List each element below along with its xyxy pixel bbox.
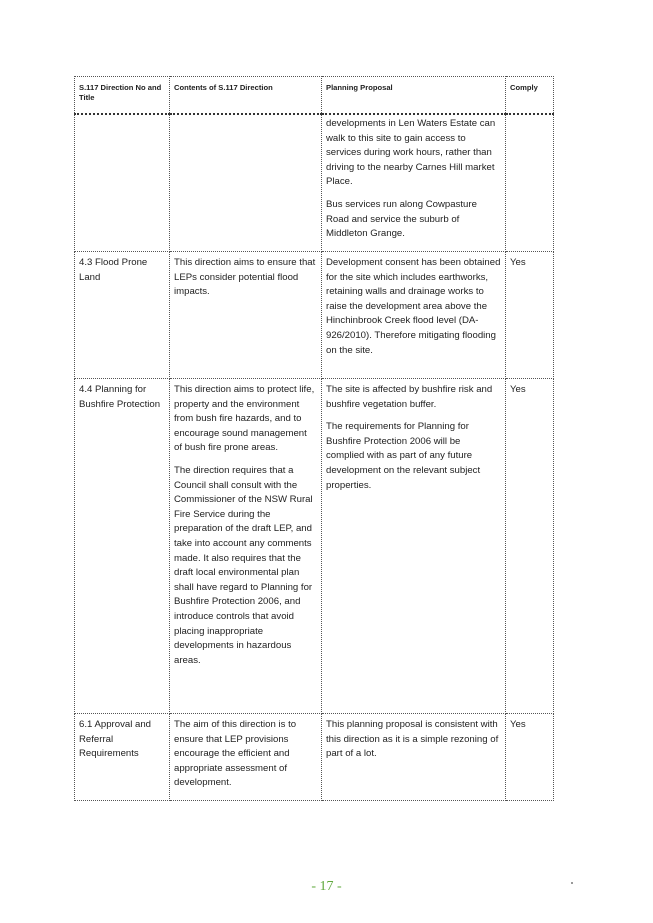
cell-comply: Yes xyxy=(506,252,554,379)
cell-comply xyxy=(506,114,554,252)
cell-comply: Yes xyxy=(506,714,554,801)
proposal-paragraph: developments in Len Waters Estate can walk to this site to gain access to services during work hours, rather than driving to the nearby Carnes Hill market Place. xyxy=(326,118,496,188)
table-row xyxy=(75,379,554,714)
cell-direction: 4.3 Flood Prone Land xyxy=(75,252,170,379)
table-header-row xyxy=(75,77,554,115)
header-direction: S.117 Direction No and Title xyxy=(75,77,170,115)
table-row xyxy=(75,114,554,252)
contents-paragraph: This direction aims to protect life, property and the environment from bush fire hazards, and to encourage sound management of bush fire prone areas. xyxy=(174,384,315,454)
cell-proposal xyxy=(322,114,506,252)
cell-contents xyxy=(170,714,322,801)
page-number: - 17 - xyxy=(311,879,342,894)
cell-proposal xyxy=(322,379,506,714)
contents-paragraph: The direction requires that a Council shall consult with the Commissioner of the NSW Rural Fire Service during the preparation of the draft LEP, and take into account any comments made. It also requires that the draft local environmental plan shall have regard to Planning for Bushfire Protection 2006, and introduce controls that avoid placing inappropriate developments in hazardous areas. xyxy=(174,464,313,666)
cell-direction: 4.4 Planning for Bushfire Protection xyxy=(75,379,170,714)
cell-contents xyxy=(170,379,322,714)
proposal-paragraph: The site is affected by bushfire risk and bushfire vegetation buffer. xyxy=(326,384,493,410)
cell-proposal xyxy=(322,714,506,801)
cell-contents xyxy=(170,252,322,379)
contents-paragraph: This direction aims to ensure that LEPs consider potential flood impacts. xyxy=(174,257,316,298)
proposal-paragraph: Bus services run along Cowpasture Road and service the suburb of Middleton Grange. xyxy=(326,198,477,240)
header-proposal: Planning Proposal xyxy=(322,77,506,115)
proposal-paragraph: Development consent has been obtained for the site which includes earthworks, retaining walls and drainage works to raise the development area above the Hinchinbrook Creek flood level (DA-926/2010). Therefore mitigating flooding on the site. xyxy=(326,257,501,356)
cell-contents xyxy=(170,114,322,252)
table-row xyxy=(75,714,554,801)
proposal-paragraph: This planning proposal is consistent with this direction as it is a simple rezoning of part of a lot. xyxy=(326,719,499,760)
contents-paragraph: The aim of this direction is to ensure that LEP provisions encourage the efficient and appropriate assessment of development. xyxy=(174,719,297,789)
header-contents: Contents of S.117 Direction xyxy=(170,77,322,115)
cell-proposal xyxy=(322,252,506,379)
header-comply: Comply xyxy=(506,77,554,115)
corner-dot xyxy=(571,882,573,884)
table-row xyxy=(75,252,554,379)
s117-directions-table xyxy=(74,76,554,801)
cell-comply: Yes xyxy=(506,379,554,714)
cell-direction: 6.1 Approval and Referral Requirements xyxy=(75,714,170,801)
proposal-paragraph: The requirements for Planning for Bushfire Protection 2006 will be complied with as part of any future development on the relevant subject properties. xyxy=(326,421,481,491)
cell-direction xyxy=(75,114,170,252)
